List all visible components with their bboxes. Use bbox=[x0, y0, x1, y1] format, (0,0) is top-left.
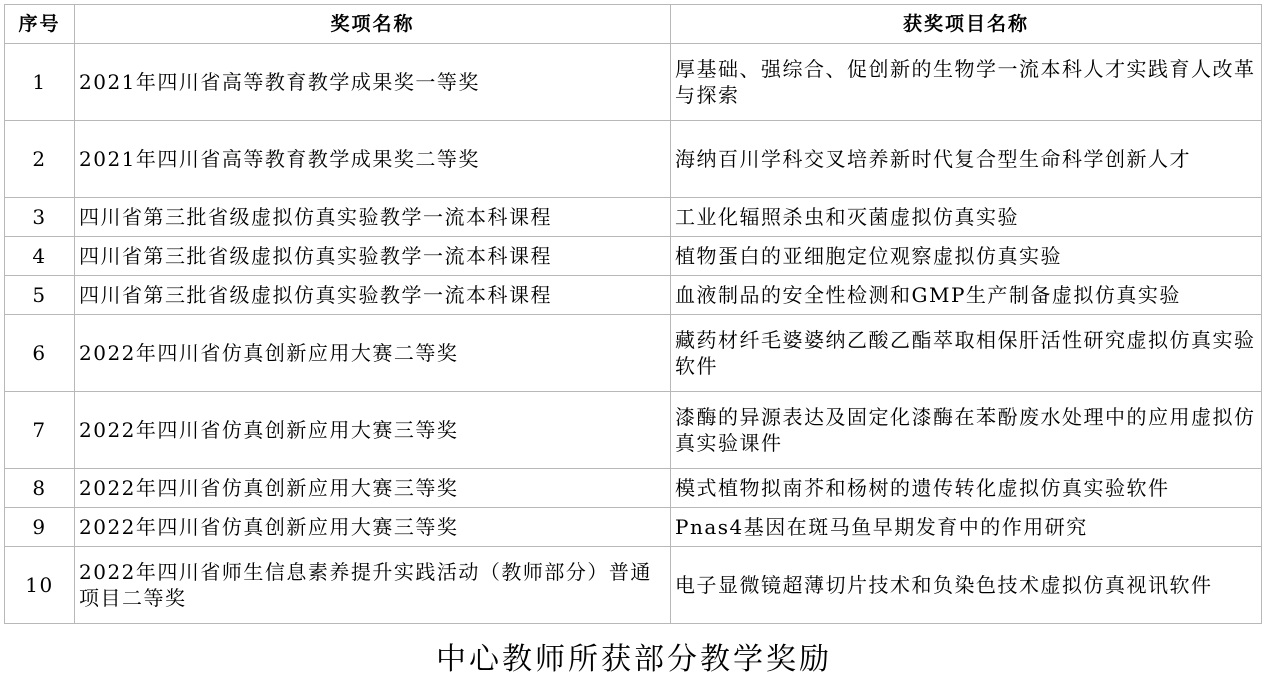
row-number: 1 bbox=[5, 44, 75, 121]
table-row bbox=[5, 276, 1262, 315]
row-number: 8 bbox=[5, 469, 75, 508]
project-name-cell: Pnas4基因在斑马鱼早期发育中的作用研究 bbox=[671, 508, 1262, 547]
table-row bbox=[5, 315, 1262, 392]
table-row bbox=[5, 237, 1262, 276]
header-award-name: 奖项名称 bbox=[75, 5, 671, 44]
table-row bbox=[5, 121, 1262, 198]
table-row bbox=[5, 198, 1262, 237]
row-number: 2 bbox=[5, 121, 75, 198]
table-header-row bbox=[5, 5, 1262, 44]
row-number: 9 bbox=[5, 508, 75, 547]
award-name-cell: 2021年四川省高等教育教学成果奖一等奖 bbox=[75, 44, 671, 121]
awards-table bbox=[4, 4, 1262, 624]
award-name-cell: 四川省第三批省级虚拟仿真实验教学一流本科课程 bbox=[75, 276, 671, 315]
award-name-cell: 2022年四川省仿真创新应用大赛三等奖 bbox=[75, 508, 671, 547]
project-name-cell: 厚基础、强综合、促创新的生物学一流本科人才实践育人改革与探索 bbox=[671, 44, 1262, 121]
project-name-cell: 藏药材纤毛婆婆纳乙酸乙酯萃取相保肝活性研究虚拟仿真实验软件 bbox=[671, 315, 1262, 392]
table-row bbox=[5, 392, 1262, 469]
row-number: 10 bbox=[5, 547, 75, 624]
table-row bbox=[5, 547, 1262, 624]
row-number: 7 bbox=[5, 392, 75, 469]
project-name-cell: 电子显微镜超薄切片技术和负染色技术虚拟仿真视讯软件 bbox=[671, 547, 1262, 624]
award-name-cell: 四川省第三批省级虚拟仿真实验教学一流本科课程 bbox=[75, 237, 671, 276]
awards-table-body bbox=[5, 44, 1262, 624]
award-name-cell: 2022年四川省师生信息素养提升实践活动（教师部分）普通项目二等奖 bbox=[75, 547, 671, 624]
award-name-cell: 2022年四川省仿真创新应用大赛三等奖 bbox=[75, 469, 671, 508]
award-name-cell: 2021年四川省高等教育教学成果奖二等奖 bbox=[75, 121, 671, 198]
project-name-cell: 血液制品的安全性检测和GMP生产制备虚拟仿真实验 bbox=[671, 276, 1262, 315]
award-name-cell: 2022年四川省仿真创新应用大赛二等奖 bbox=[75, 315, 671, 392]
row-number: 6 bbox=[5, 315, 75, 392]
figure-caption: 中心教师所获部分教学奖励 bbox=[436, 642, 832, 677]
header-no: 序号 bbox=[5, 5, 75, 44]
project-name-cell: 植物蛋白的亚细胞定位观察虚拟仿真实验 bbox=[671, 237, 1262, 276]
row-number: 4 bbox=[5, 237, 75, 276]
table-row bbox=[5, 508, 1262, 547]
project-name-cell: 漆酶的异源表达及固定化漆酶在苯酚废水处理中的应用虚拟仿真实验课件 bbox=[671, 392, 1262, 469]
row-number: 3 bbox=[5, 198, 75, 237]
header-project-name: 获奖项目名称 bbox=[671, 5, 1262, 44]
award-name-cell: 四川省第三批省级虚拟仿真实验教学一流本科课程 bbox=[75, 198, 671, 237]
table-row bbox=[5, 44, 1262, 121]
table-row bbox=[5, 469, 1262, 508]
row-number: 5 bbox=[5, 276, 75, 315]
project-name-cell: 模式植物拟南芥和杨树的遗传转化虚拟仿真实验软件 bbox=[671, 469, 1262, 508]
project-name-cell: 工业化辐照杀虫和灭菌虚拟仿真实验 bbox=[671, 198, 1262, 237]
award-name-cell: 2022年四川省仿真创新应用大赛三等奖 bbox=[75, 392, 671, 469]
project-name-cell: 海纳百川学科交叉培养新时代复合型生命科学创新人才 bbox=[671, 121, 1262, 198]
